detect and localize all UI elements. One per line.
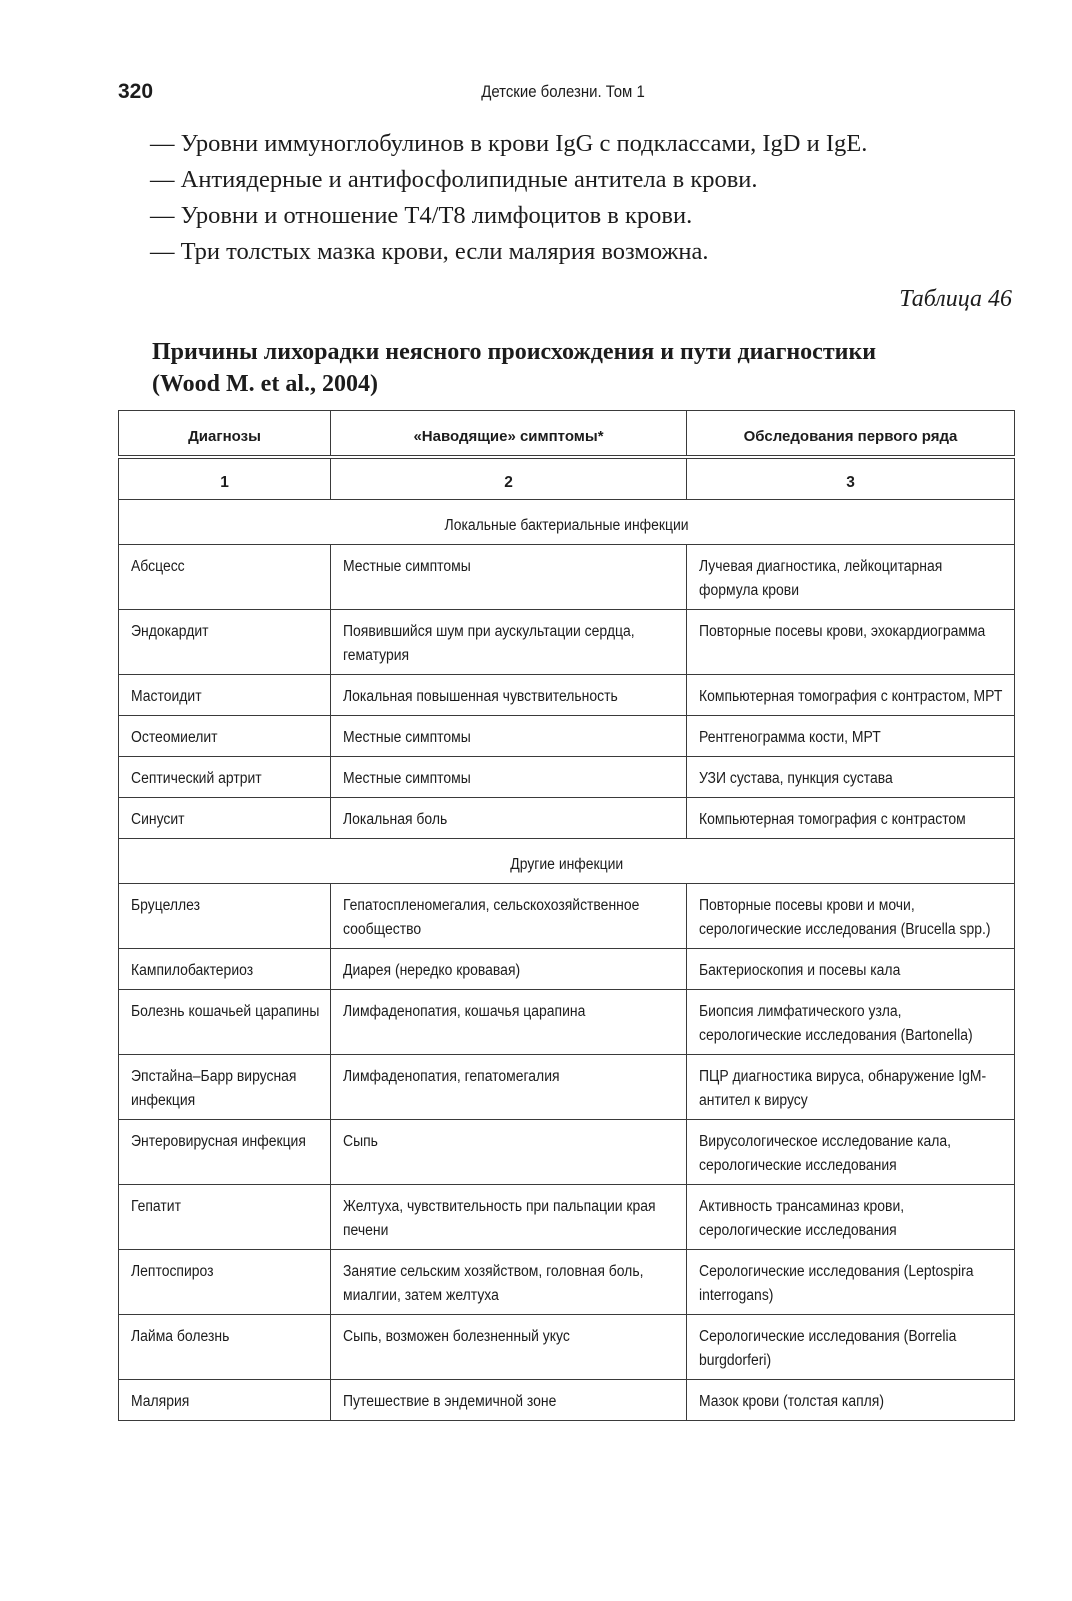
table-row [119,610,1015,675]
table-header-row [119,411,1015,458]
examination-cell [687,1250,1015,1315]
examination-cell [687,716,1015,757]
cell-text: Гепатит [131,1198,181,1215]
cell-text: Повторные посевы крови и мочи, серологические исследования (Brucella spp.) [699,897,991,938]
cell-text: Путешествие в эндемичной зоне [343,1393,557,1410]
symptoms-cell [331,1380,687,1421]
cell-text: Желтуха, чувствительность при пальпации края печени [343,1198,656,1239]
table-caption-line: (Wood M. et al., 2004) [152,371,378,397]
column-number: 2 [331,457,687,500]
table-row [119,1250,1015,1315]
cell-text: Бруцеллез [131,897,200,914]
cell-text: Повторные посевы крови, эхокардиограмма [699,623,986,640]
cell-text: Лимфаденопатия, кошачья царапина [343,1003,586,1020]
list-item: — Три толстых мазка крови, если малярия возможна. [150,238,709,265]
examination-cell [687,949,1015,990]
diagnosis-cell [119,610,331,675]
cell-text: Кампилобактериоз [131,962,254,979]
column-header-diagnoses: Диагнозы [119,411,331,458]
symptoms-cell [331,610,687,675]
cell-text: Местные симптомы [343,558,471,575]
symptoms-cell [331,716,687,757]
table-row [119,1315,1015,1380]
list-item: — Уровни иммуноглобулинов в крови IgG с подклассами, IgD и IgE. [150,130,868,157]
symptoms-cell [331,1250,687,1315]
diagnosis-cell [119,949,331,990]
cell-text: Активность трансаминаз крови, серологические исследования [699,1198,905,1239]
cell-text: Сыпь [343,1133,378,1150]
cell-text: УЗИ сустава, пункция сустава [699,770,893,787]
cell-text: Местные симптомы [343,729,471,746]
symptoms-cell [331,949,687,990]
cell-text: Септический артрит [131,770,262,787]
book-title: Детские болезни. Том 1 [481,82,645,101]
diagnosis-cell [119,884,331,949]
section-title [119,500,1015,545]
table-row [119,757,1015,798]
section-title [119,839,1015,884]
cell-text: Эпстайна–Барр вирусная инфекция [131,1068,297,1109]
column-number-row [119,457,1015,500]
examination-cell [687,545,1015,610]
diagnosis-cell [119,990,331,1055]
symptoms-cell [331,757,687,798]
table-row [119,1120,1015,1185]
table-row [119,990,1015,1055]
cell-text: Болезнь кошачьей царапины [131,1003,320,1020]
diagnosis-cell [119,545,331,610]
cell-text: Биопсия лимфатического узла, серологические исследования (Bartonella) [699,1003,973,1044]
diagnosis-cell [119,675,331,716]
symptoms-cell [331,1315,687,1380]
cell-text: Синусит [131,811,185,828]
examination-cell [687,884,1015,949]
cell-text: Бактериоскопия и посевы кала [699,962,901,979]
table-row [119,949,1015,990]
table-row [119,1380,1015,1421]
section-title-text: Локальные бактериальные инфекции [444,517,689,534]
symptoms-cell [331,798,687,839]
table-label: Таблица 46 [899,286,1012,312]
cell-text: Мазок крови (толстая капля) [699,1393,884,1410]
cell-text: Рентгенограмма кости, МРТ [699,729,881,746]
table-caption [152,336,1032,400]
symptoms-cell [331,1055,687,1120]
cell-text: Лимфаденопатия, гепатомегалия [343,1068,560,1085]
examination-cell [687,1380,1015,1421]
examination-cell [687,990,1015,1055]
table-row [119,716,1015,757]
diagnosis-cell [119,1250,331,1315]
table-row [119,1185,1015,1250]
table-row [119,675,1015,716]
table-row [119,1055,1015,1120]
cell-text: ПЦР диагностика вируса, обнаружение IgM-антител к вирусу [699,1068,987,1109]
cell-text: Лайма болезнь [131,1328,230,1345]
examination-cell [687,1055,1015,1120]
cell-text: Локальная боль [343,811,448,828]
cell-text: Появившийся шум при аускультации сердца, гематурия [343,623,635,664]
list-item: — Антиядерные и антифосфолипидные антитела в крови. [150,166,758,193]
cell-text: Остеомиелит [131,729,218,746]
examination-cell [687,798,1015,839]
cell-text: Эндокардит [131,623,209,640]
cell-text: Серологические исследования (Leptospira interrogans) [699,1263,974,1304]
column-header-symptoms: «Наводящие» симптомы* [331,411,687,458]
examination-cell [687,675,1015,716]
symptoms-cell [331,545,687,610]
examination-cell [687,1315,1015,1380]
diagnosis-cell [119,1380,331,1421]
symptoms-cell [331,675,687,716]
examination-cell [687,1120,1015,1185]
cell-text: Малярия [131,1393,190,1410]
table-body [119,457,1015,1421]
cell-text: Гепатоспленомегалия, сельскохозяйственное сообщество [343,897,640,938]
column-number: 1 [119,457,331,500]
examination-cell [687,757,1015,798]
cell-text: Сыпь, возможен болезненный укус [343,1328,570,1345]
column-header-examinations: Обследования первого ряда [687,411,1015,458]
section-row [119,500,1015,545]
diagnosis-cell [119,757,331,798]
diagnosis-cell [119,1315,331,1380]
diagnosis-cell [119,1055,331,1120]
cell-text: Вирусологическое исследование кала, серологические исследования [699,1133,952,1174]
cell-text: Диарея (нередко кровавая) [343,962,521,979]
page-number: 320 [118,80,154,103]
cell-text: Компьютерная томография с контрастом [699,811,966,828]
table-row [119,545,1015,610]
cell-text: Абсцесс [131,558,185,575]
diagnosis-cell [119,1120,331,1185]
examination-cell [687,1185,1015,1250]
table-row [119,884,1015,949]
running-head [118,80,1008,110]
symptoms-cell [331,1120,687,1185]
cell-text: Энтеровирусная инфекция [131,1133,306,1150]
diagnosis-cell [119,716,331,757]
table-caption-line: Причины лихорадки неясного происхождения и пути диагностики [152,339,877,365]
table-row [119,798,1015,839]
cell-text: Локальная повышенная чувствительность [343,688,618,705]
diagnosis-cell [119,1185,331,1250]
cell-text: Компьютерная томография с контрастом, МРТ [699,688,1003,705]
list-item: — Уровни и отношение Т4/Т8 лимфоцитов в крови. [150,202,693,229]
cell-text: Серологические исследования (Borrelia burgdorferi) [699,1328,957,1369]
symptoms-cell [331,884,687,949]
symptoms-cell [331,1185,687,1250]
section-row [119,839,1015,884]
cell-text: Мастоидит [131,688,202,705]
test-list [150,126,1030,270]
examination-cell [687,610,1015,675]
cell-text: Лептоспироз [131,1263,214,1280]
cell-text: Лучевая диагностика, лейкоцитарная формула крови [699,558,943,599]
diagnosis-cell [119,798,331,839]
symptoms-cell [331,990,687,1055]
cell-text: Занятие сельским хозяйством, головная боль, миалгии, затем желтуха [343,1263,644,1304]
cell-text: Местные симптомы [343,770,471,787]
section-title-text: Другие инфекции [510,856,623,873]
column-number: 3 [687,457,1015,500]
diagnosis-table [118,410,1015,1421]
